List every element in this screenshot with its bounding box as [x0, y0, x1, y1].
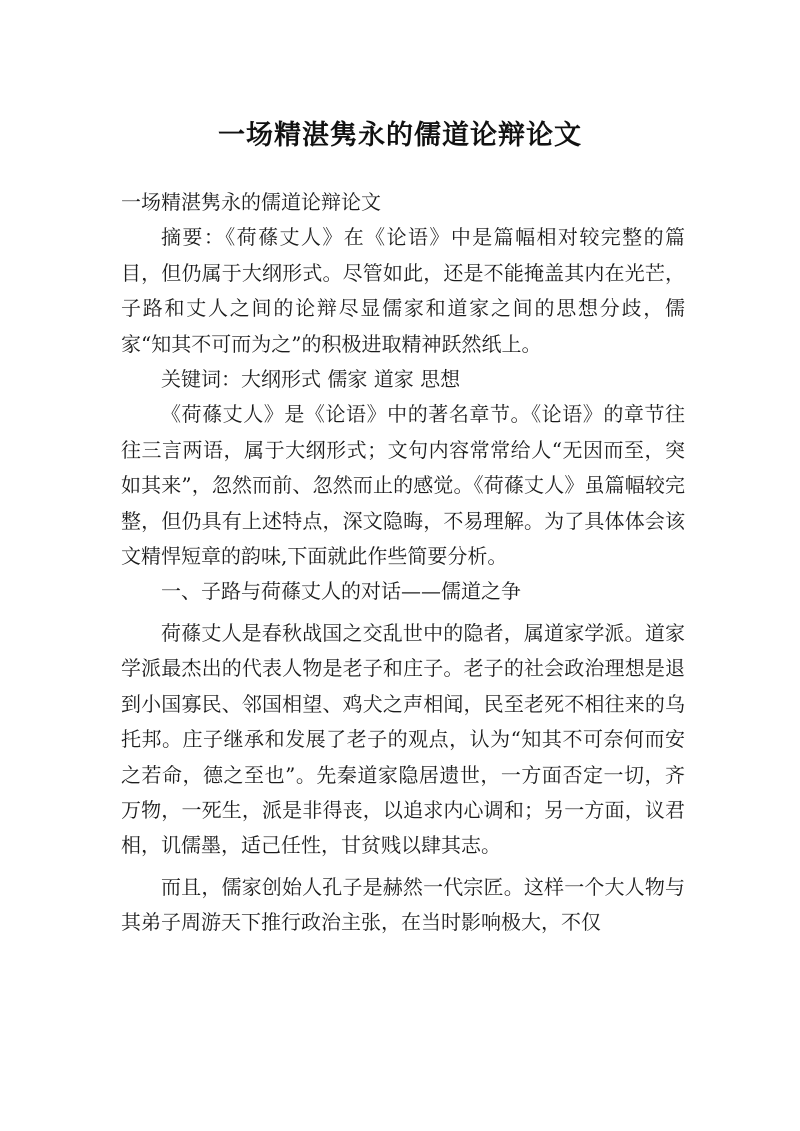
intro-paragraph: 《荷蓧丈人》是《论语》中的著名章节。《论语》的章节往往三言两语，属于大纲形式；文句内容常常给人“无因而至，突如其来”，忽然而前、忽然而止的感觉。《荷蓧丈人》虽篇幅较完整，但仍具有上述特点，深文隐晦，不易理解。为了具体体会该文精悍短章的韵味,下面就此作些简要分析。: [121, 402, 685, 569]
body-paragraph: 荷蓧丈人是春秋战国之交乱世中的隐者，属道家学派。道家学派最杰出的代表人物是老子和庄子。老子的社会政治理想是退到小国寡民、邻国相望、鸡犬之声相闻，民至老死不相往来的乌托邦。庄子继承和发展了老子的观点，认为“知其不可奈何而安之若命，德之至也”。先秦道家隐居遗世，一方面否定一切，齐万物，一死生，派是非得丧，以追求内心调和；另一方面，议君相，讥儒墨，适己任性，甘贫贱以肆其志。: [121, 620, 685, 858]
keywords-line: 关键词：大纲形式 儒家 道家 思想: [161, 367, 461, 392]
document-title: 一场精湛隽永的儒道论辩论文: [218, 120, 582, 152]
section-heading: 一、子路与荷蓧丈人的对话——儒道之争: [161, 579, 521, 604]
abstract-paragraph: 摘要：《荷蓧丈人》在《论语》中是篇幅相对较完整的篇目，但仍属于大纲形式。尽管如此，还是不能掩盖其内在光芒，子路和丈人之间的论辩尽显儒家和道家之间的思想分歧，儒家“知其不可而为之”的积极进取精神跃然纸上。: [121, 225, 685, 356]
subtitle-line: 一场精湛隽永的儒道论辩论文: [121, 190, 381, 214]
body-paragraph: 而且，儒家创始人孔子是赫然一代宗匠。这样一个大人物与其弟子周游天下推行政治主张，在当时影响极大，不仅: [121, 874, 685, 935]
document-body: [121, 185, 685, 941]
